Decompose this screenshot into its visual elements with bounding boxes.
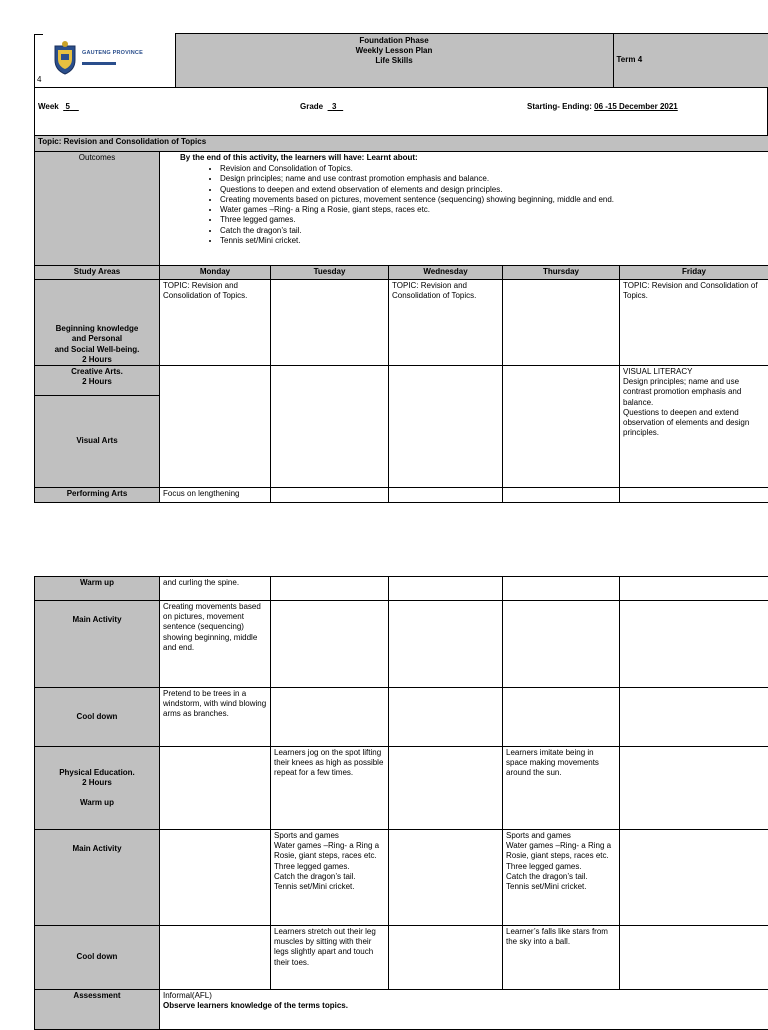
- grade-value: 3: [328, 102, 344, 111]
- pe-cool-tuesday: Learners stretch out their leg muscles by sitting with their legs slightly apart and touch their toes.: [271, 926, 389, 990]
- bk-friday: TOPIC: Revision and Consolidation of Topics.: [620, 280, 768, 366]
- meta-cell: [35, 88, 768, 136]
- pe-cool-wednesday: [389, 926, 503, 990]
- grade-label: Grade: [300, 102, 323, 111]
- warmup-monday: and curling the spine.: [160, 577, 271, 601]
- cool-thursday: [503, 688, 620, 747]
- outcome-item: • Revision and Consolidation of Topics.: [220, 164, 765, 174]
- performing-arts-label: Performing Arts: [35, 488, 160, 503]
- pa-thursday: [503, 488, 620, 503]
- pe-main-tuesday: Sports and games Water games –Ring- a Ring a Rosie, giant steps, races etc. Three legged games. Catch the dragon’s tail. Tennis set/Mini cricket.: [271, 830, 389, 926]
- bk-thursday: [503, 280, 620, 366]
- col-thursday: Thursday: [503, 266, 620, 280]
- pe-main-monday: [160, 830, 271, 926]
- crest-icon: [52, 40, 78, 76]
- lesson-table-1: [34, 135, 768, 503]
- cool-down-label: Cool down: [35, 688, 160, 747]
- bk-monday: TOPIC: Revision and Consolidation of Topics.: [160, 280, 271, 366]
- dates-field: [527, 102, 678, 112]
- assessment-label: Assessment: [35, 990, 160, 1030]
- pe-cool-down-label: Cool down: [35, 926, 160, 990]
- main-thursday: [503, 601, 620, 688]
- cool-friday: [620, 688, 768, 747]
- grade-field: [300, 102, 343, 112]
- pe-cool-friday: [620, 926, 768, 990]
- outcome-item: • Design principles; name and use contrast promotion emphasis and balance.: [220, 174, 765, 184]
- bk-tuesday: [271, 280, 389, 366]
- title-cell: [175, 34, 613, 88]
- logo-cell: [34, 34, 175, 88]
- week-field: [38, 102, 79, 112]
- pe-monday: [160, 747, 271, 830]
- cool-wednesday: [389, 688, 503, 747]
- assessment-type: Informal(AFL): [163, 991, 765, 1001]
- pe-main-thursday: Sports and games Water games –Ring- a Ring a Rosie, giant steps, races etc. Three legged games. Catch the dragon’s tail. Tennis set/Mini cricket.: [503, 830, 620, 926]
- col-wednesday: Wednesday: [389, 266, 503, 280]
- dates-label: Starting- Ending:: [527, 102, 592, 111]
- outcome-item: • Water games –Ring- a Ring a Rosie, giant steps, races etc.: [220, 205, 765, 215]
- page-number: 4: [37, 75, 41, 85]
- pe-main-wednesday: [389, 830, 503, 926]
- title-line-3: Life Skills: [179, 56, 610, 66]
- gauteng-logo: [52, 40, 152, 78]
- col-friday: Friday: [620, 266, 768, 280]
- va-wednesday: [389, 366, 503, 488]
- warmup-thursday: [503, 577, 620, 601]
- topic-text: Topic: Revision and Consolidation of Topics: [38, 137, 206, 146]
- header-table: [34, 33, 768, 88]
- outcome-item: • Questions to deepen and extend observation of elements and design principles.: [220, 185, 765, 195]
- pe-label: Physical Education. 2 Hours Warm up: [35, 747, 160, 830]
- pe-cool-thursday: Learner’s falls like stars from the sky into a ball.: [503, 926, 620, 990]
- pe-main-friday: [620, 830, 768, 926]
- main-wednesday: [389, 601, 503, 688]
- pe-tuesday: Learners jog on the spot lifting their knees as high as possible repeat for a few times.: [271, 747, 389, 830]
- term-label: Term 4: [617, 55, 643, 64]
- dates-value: 06 -15 December 2021: [594, 102, 678, 111]
- warmup-label: Warm up: [35, 577, 160, 601]
- pa-tuesday: [271, 488, 389, 503]
- va-friday: VISUAL LITERACY Design principles; name and use contrast promotion emphasis and balance. Questions to deepen and extend observation of elements and design principles.: [620, 366, 768, 488]
- cool-monday: Pretend to be trees in a windstorm, with wind blowing arms as branches.: [160, 688, 271, 747]
- meta-table: [34, 87, 768, 136]
- cool-tuesday: [271, 688, 389, 747]
- creative-arts-label: Creative Arts. 2 Hours: [35, 366, 160, 396]
- col-tuesday: Tuesday: [271, 266, 389, 280]
- week-value: 5: [63, 102, 79, 111]
- main-activity-label: Main Activity: [35, 601, 160, 688]
- va-tuesday: [271, 366, 389, 488]
- col-study-areas: Study Areas: [35, 266, 160, 280]
- title-line-1: Foundation Phase: [179, 36, 610, 46]
- pe-main-activity-label: Main Activity: [35, 830, 160, 926]
- outcomes-cell: [160, 152, 768, 266]
- warmup-tuesday: [271, 577, 389, 601]
- outcome-item: • Catch the dragon’s tail.: [220, 226, 765, 236]
- pe-cool-monday: [160, 926, 271, 990]
- topic-row: [35, 136, 768, 152]
- visual-arts-label: Visual Arts: [35, 396, 160, 488]
- warmup-wednesday: [389, 577, 503, 601]
- pa-monday: Focus on lengthening: [160, 488, 271, 503]
- pe-thursday: Learners imitate being in space making movements around the sun.: [503, 747, 620, 830]
- main-friday: [620, 601, 768, 688]
- assessment-description: Observe learners knowledge of the terms topics.: [163, 1001, 765, 1011]
- pe-wednesday: [389, 747, 503, 830]
- main-monday: Creating movements based on pictures, movement sentence (sequencing) showing beginning, middle and end.: [160, 601, 271, 688]
- outcomes-list: [180, 164, 765, 246]
- va-thursday: [503, 366, 620, 488]
- outcomes-label-cell: [35, 152, 160, 266]
- col-monday: Monday: [160, 266, 271, 280]
- va-monday: [160, 366, 271, 488]
- pe-friday: [620, 747, 768, 830]
- main-tuesday: [271, 601, 389, 688]
- term-cell: [613, 34, 768, 88]
- lesson-table-2: [34, 576, 768, 1030]
- outcomes-label: Outcomes: [79, 153, 115, 162]
- outcomes-intro: By the end of this activity, the learners will have: Learnt about:: [180, 153, 765, 163]
- week-label: Week: [38, 102, 59, 111]
- pa-wednesday: [389, 488, 503, 503]
- pa-friday: [620, 488, 768, 503]
- outcome-item: • Three legged games.: [220, 215, 765, 225]
- bk-wednesday: TOPIC: Revision and Consolidation of Topics.: [389, 280, 503, 366]
- warmup-friday: [620, 577, 768, 601]
- title-line-2: Weekly Lesson Plan: [179, 46, 610, 56]
- bk-label: Beginning knowledge and Personal and Social Well-being. 2 Hours: [35, 280, 160, 366]
- outcome-item: • Tennis set/Mini cricket.: [220, 236, 765, 246]
- logo-text: GAUTENG PROVINCE: [82, 50, 143, 57]
- outcome-item: • Creating movements based on pictures, movement sentence (sequencing) showing beginning, middle and end.: [220, 195, 765, 205]
